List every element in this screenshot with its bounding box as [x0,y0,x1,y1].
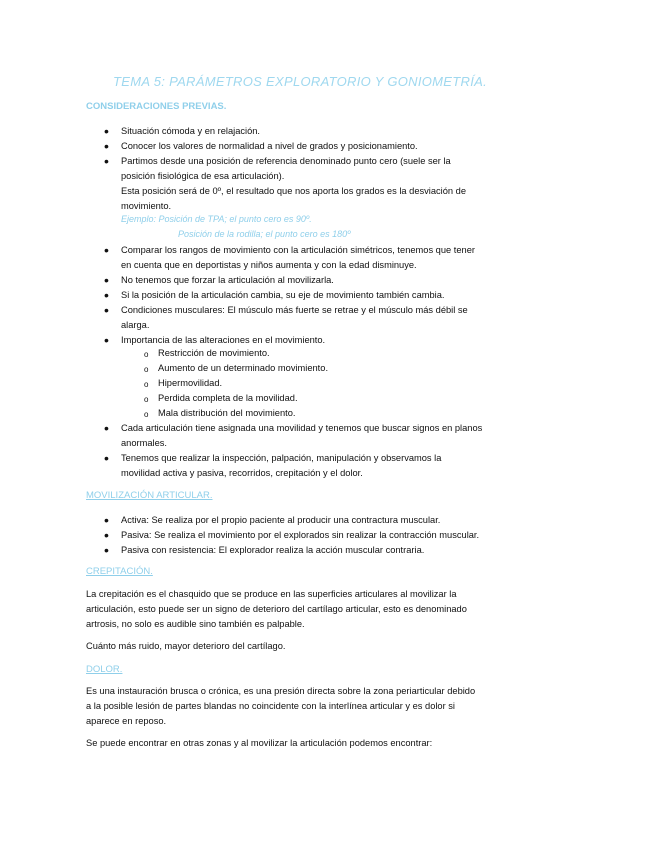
bullet-text: alarga. [121,320,150,330]
bullet-marker: • [104,420,109,436]
sub-item-text: Restricción de movimiento. [158,348,270,358]
bullet-text: anormales. [121,438,167,448]
bullet-text: Comparar los rangos de movimiento con la articulación simétricos, tenemos que tener [121,245,475,255]
bullet-marker: • [104,542,109,558]
bullet-marker: • [104,287,109,303]
bullet-marker: • [104,512,109,528]
bullet-text: Condiciones musculares: El músculo más fuerte se retrae y el músculo más débil se [121,305,468,315]
sub-item-text: Perdida completa de la movilidad. [158,393,298,403]
paragraph-line: artrosis, no solo es audible sino también es palpable. [86,619,305,629]
paragraph-line: Cuánto más ruido, mayor deterioro del cartílago. [86,641,286,651]
paragraph-line: articulación, esto puede ser un signo de deterioro del cartílago articular, esto es denominado [86,604,467,614]
heading-movilizacion: MOVILIZACIÓN ARTICULAR. [86,490,213,501]
paragraph-line: La crepitación es el chasquido que se produce en las superficies articulares al movilizar la [86,589,457,599]
paragraph-line: Es una instauración brusca o crónica, es una presión directa sobre la zona periarticular debido [86,686,476,696]
heading-crepitacion: CREPITACIÓN. [86,566,153,577]
bullet-text: No tenemos que forzar la articulación al movilizarla. [121,275,334,285]
heading-dolor: DOLOR. [86,664,123,675]
bullet-text: Partimos desde una posición de referencia denominado punto cero (suele ser la [121,156,451,166]
sub-item-text: Aumento de un determinado movimiento. [158,363,329,373]
bullet-marker: • [104,302,109,318]
bullet-marker: • [104,332,109,348]
bullet-marker: • [104,450,109,466]
paragraph-line: a la posible lesión de partes blandas no coincidente con la interlínea articular y es dolor si [86,701,455,711]
bullet-marker: • [104,527,109,543]
bullet-marker: • [104,153,109,169]
bullet-text: Conocer los valores de normalidad a nivel de grados y posicionamiento. [121,141,418,151]
bullet-text: Cada articulación tiene asignada una movilidad y tenemos que buscar signos en planos [121,423,483,433]
bullet-marker: • [104,272,109,288]
bullet-text: Pasiva: Se realiza el movimiento por el explorados sin realizar la contracción muscular. [121,530,480,540]
page-title: TEMA 5: PARÁMETROS EXPLORATORIO Y GONIOMETRÍA. [112,74,488,89]
bullet-marker: • [104,123,109,139]
sub-bullet-marker: o [144,410,149,419]
example-text: Ejemplo: Posición de TPA; el punto cero es 90º. [121,214,312,224]
bullet-text: Tenemos que realizar la inspección, palpación, manipulación y observamos la [121,453,442,463]
example-text: Posición de la rodilla; el punto cero es 180º [178,229,351,239]
sub-bullet-marker: o [144,365,149,374]
bullet-text: movilidad activa y pasiva, recorridos, crepitación y el dolor. [121,468,363,478]
sub-bullet-marker: o [144,380,149,389]
bullet-text: posición fisiológica de esa articulación). [121,171,285,181]
bullet-text: Si la posición de la articulación cambia, su eje de movimiento también cambia. [121,290,445,300]
bullet-text: en cuenta que en deportistas y niños aumenta y con la edad disminuye. [121,260,417,270]
sub-bullet-marker: o [144,395,149,404]
bullet-text: Esta posición será de 0º, el resultado que nos aporta los grados es la desviación de [121,186,467,196]
bullet-text: Situación cómoda y en relajación. [121,126,261,136]
bullet-text: Pasiva con resistencia: El explorador realiza la acción muscular contraria. [121,545,425,555]
bullet-marker: • [104,242,109,258]
bullet-text: Activa: Se realiza por el propio paciente al producir una contractura muscular. [121,515,441,525]
paragraph-line: aparece en reposo. [86,716,167,726]
bullet-marker: • [104,138,109,154]
sub-item-text: Mala distribución del movimiento. [158,408,296,418]
sub-bullet-marker: o [144,350,149,359]
sub-item-text: Hipermovilidad. [158,378,223,388]
paragraph-line: Se puede encontrar en otras zonas y al movilizar la articulación podemos encontrar: [86,738,433,748]
bullet-text: movimiento. [121,201,172,211]
bullet-text: Importancia de las alteraciones en el movimiento. [121,335,326,345]
heading-consideraciones: CONSIDERACIONES PREVIAS. [86,101,227,112]
